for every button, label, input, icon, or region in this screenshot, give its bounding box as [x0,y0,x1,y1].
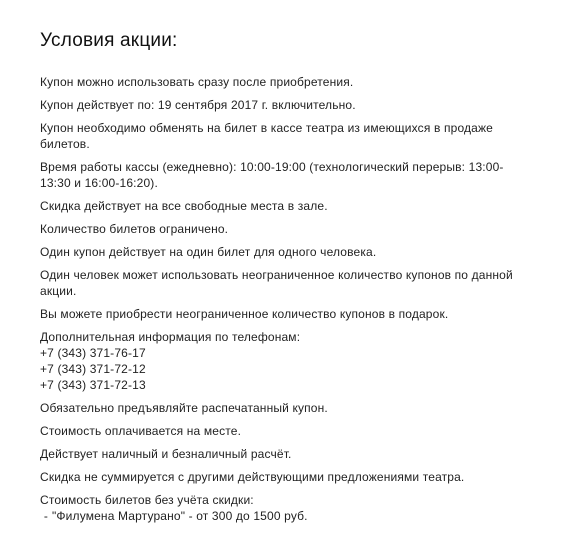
condition-item: Скидка не суммируется с другими действующими предложениями театра. [40,470,465,484]
condition-item: Действует наличный и безналичный расчёт. [40,447,292,461]
phone-info-label: Дополнительная информация по телефонам: [40,330,301,344]
phone-info [40,329,560,393]
condition-item: Купон действует по: 19 сентября 2017 г. включительно. [40,98,356,112]
price-info [40,492,560,524]
phone-number: +7 (343) 371-72-13 [40,378,146,392]
price-info-label: Стоимость билетов без учёта скидки: [40,493,254,507]
condition-item: Стоимость оплачивается на месте. [40,424,242,438]
price-item-text: "Филумена Мартурано" - от 300 до 1500 руб. [52,509,308,523]
condition-item: Обязательно предъявляйте распечатанный купон. [40,401,328,415]
phone-number: +7 (343) 371-76-17 [40,346,146,360]
condition-item: Один человек может использовать неограниченное количество купонов по данной акции. [40,268,513,298]
page-title: Условия акции: [40,30,178,51]
phone-number: +7 (343) 371-72-12 [40,362,146,376]
condition-item: Скидка действует на все свободные места в зале. [40,199,328,213]
condition-item: Вы можете приобрести неограниченное количество купонов в подарок. [40,307,449,321]
condition-item: Количество билетов ограничено. [40,222,229,236]
condition-item: Купон необходимо обменять на билет в кассе театра из имеющихся в продаже билетов. [40,121,493,151]
condition-item: Купон можно использовать сразу после приобретения. [40,75,354,89]
condition-item: Время работы кассы (ежедневно): 10:00-19:00 (технологический перерыв: 13:00-13:30 и 16:00-16:20). [40,160,504,190]
promo-conditions [40,30,560,531]
price-item [40,508,560,524]
price-item-dash: - [43,509,49,523]
condition-item: Один купон действует на один билет для одного человека. [40,245,377,259]
